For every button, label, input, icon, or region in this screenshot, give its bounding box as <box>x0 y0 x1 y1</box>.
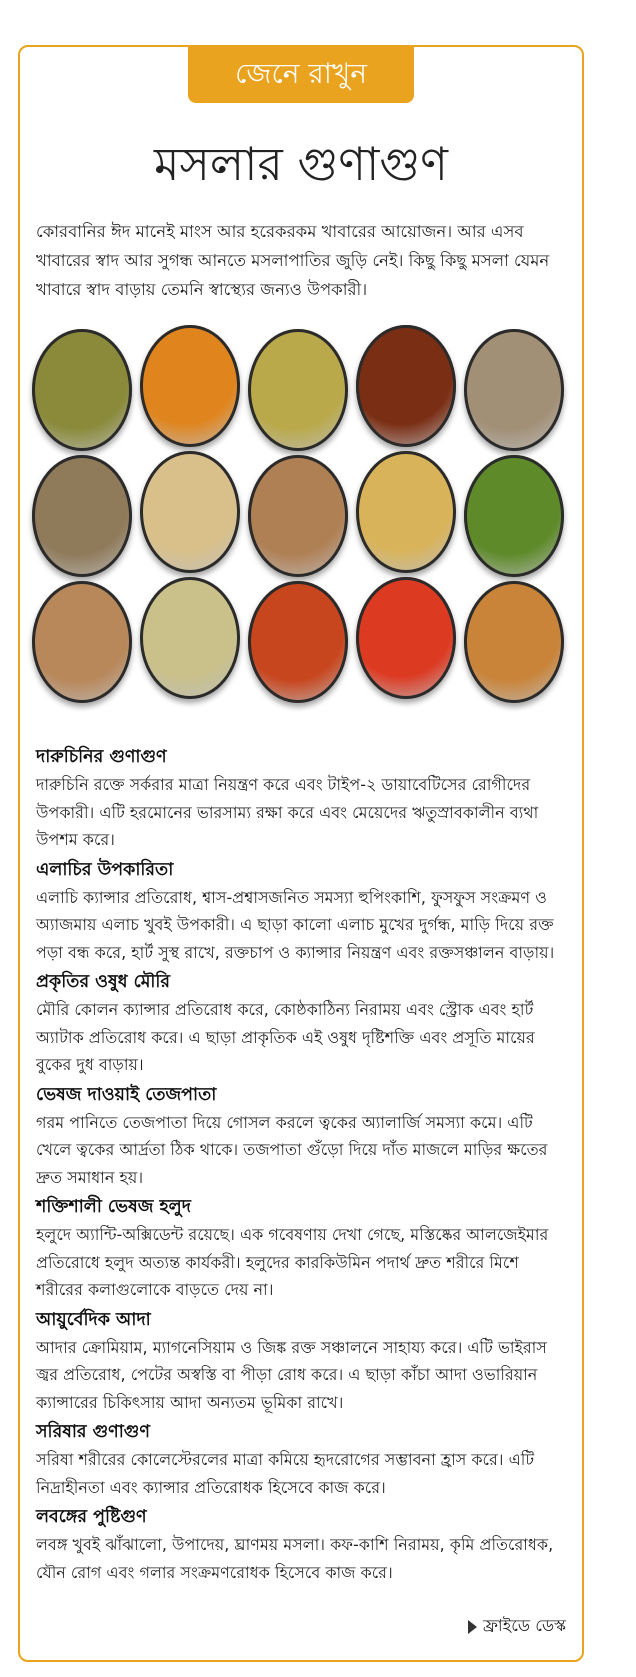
spice-bowl <box>464 329 564 451</box>
benefit-body: এলাচি ক্যান্সার প্রতিরোধ, শ্বাস-প্রশ্বাসজনিত সমস্যা হুপিংকাশি, ফুসফুস সংক্রমণ ও অ্যাজমায় এলাচ খুবই উপকারী। এ ছাড়া কালো এলাচ মুখের দুর্গন্ধ, মাড়ি দিয়ে রক্ত পড়া বন্ধ করে, হার্ট সুস্থ রাখে, রক্তচাপ ও ক্যান্সার নিয়ন্ত্রণ এবং রক্তসঞ্চালন বাড়ায়। <box>36 887 555 962</box>
benefit-body: দারুচিনি রক্তে সর্করার মাত্রা নিয়ন্ত্রণ করে এবং টাইপ-২ ডায়াবেটিসের রোগীদের উপকারী। এটি হরমোনের ভারসাম্য রক্ষা করে এবং মেয়েদের ঋতুস্রাবকালীন ব্যথা উপশম করে। <box>36 775 539 849</box>
spice-bowls-photo <box>32 325 572 720</box>
credit <box>468 1613 566 1640</box>
spice-benefits-list <box>36 743 566 1588</box>
bowl-rim <box>248 329 348 451</box>
benefit-section <box>36 1503 566 1586</box>
spice-bowl <box>464 455 564 577</box>
benefit-heading: প্রকৃতির ওষুধ মৌরি <box>36 972 171 992</box>
spice-bowl <box>140 577 240 699</box>
benefit-section <box>36 1081 566 1192</box>
spice-bowl <box>32 329 132 451</box>
article-title: মসলার গুণাগুণ <box>153 137 449 191</box>
benefit-body: সরিষা শরীরের কোলেস্টেরলের মাত্রা কমিয়ে হৃদরোগের সম্ভাবনা হ্রাস করে। এটি নিদ্রাহীনতা এবং ক্যান্সার প্রতিরোধক হিসেবে কাজ করে। <box>36 1450 535 1497</box>
benefit-section <box>36 1193 566 1304</box>
bowl-rim <box>464 455 564 577</box>
triangle-icon <box>468 1620 477 1634</box>
benefit-body: মৌরি কোলন ক্যান্সার প্রতিরোধ করে, কোষ্ঠকাঠিন্য নিরাময় এবং স্ট্রোক এবং হার্ট অ্যাটাক প্রতিরোধ করে। এ ছাড়া প্রাকৃতিক এই ওষুধ দৃষ্টিশক্তি এবং প্রসূতি মায়ের বুকের দুধ বাড়ায়। <box>36 1000 535 1074</box>
benefit-heading: এলাচির উপকারিতা <box>36 859 174 880</box>
section-tag-label: জেনে রাখুন <box>235 56 367 90</box>
spice-bowl <box>140 325 240 447</box>
spice-bowl <box>356 325 456 447</box>
benefit-heading: আয়ুর্বেদিক আদা <box>36 1309 151 1330</box>
benefit-heading: ভেষজ দাওয়াই তেজপাতা <box>36 1084 217 1105</box>
spice-bowl <box>32 455 132 577</box>
spice-bowl <box>464 581 564 703</box>
spice-bowl <box>356 577 456 699</box>
bowl-rim <box>140 325 240 447</box>
intro-paragraph: কোরবানির ঈদ মানেই মাংস আর হরেকরকম খাবারের আয়োজন। আর এসব খাবারের স্বাদ আর সুগন্ধ আনতে মসলাপাতির জুড়ি নেই। কিছু কিছু মসলা যেমন খাবারে স্বাদ বাড়ায় তেমনি স্বাস্থ্যের জন্যও উপকারী। <box>36 222 550 299</box>
bowl-rim <box>356 451 456 573</box>
bowl-rim <box>32 455 132 577</box>
bowl-rim <box>32 329 132 451</box>
bowl-rim <box>464 329 564 451</box>
benefit-body: গরম পানিতে তেজপাতা দিয়ে গোসল করলে ত্বকের অ্যালার্জি সমস্যা কমে। এটি খেলে ত্বকের আর্দ্রতা ঠিক থাকে। তজপাতা গুঁড়ো দিয়ে দাঁত মাজলে মাড়ির ক্ষতের দ্রুত সমাধান হয়। <box>36 1112 548 1187</box>
benefit-section <box>36 1418 566 1501</box>
spice-bowl <box>248 455 348 577</box>
section-tag <box>188 47 414 103</box>
spice-bowl <box>248 329 348 451</box>
benefit-body: হলুদে অ্যান্টি-অক্সিডেন্ট রয়েছে। এক গবেষণায় দেখা গেছে, মস্তিষ্কের আলজেইমার প্রতিরোধে হলুদ অত্যন্ত কার্যকরী। হলুদের কারকিউমিন পদার্থ দ্রুত শরীরে মিশে শরীরের কলাগুলোকে বাড়তে দেয় না। <box>36 1225 549 1299</box>
bowl-rim <box>140 451 240 573</box>
benefit-section <box>36 743 566 854</box>
bowl-rim <box>356 325 456 447</box>
benefit-heading: লবঙ্গের পুষ্টিগুণ <box>36 1507 147 1527</box>
benefit-heading: শক্তিশালী ভেষজ হলুদ <box>36 1197 191 1217</box>
benefit-body: আদার ক্রোমিয়াম, ম্যাগনেসিয়াম ও জিঙ্ক রক্ত সঞ্চালনে সাহায্য করে। এটি ভাইরাস জ্বর প্রতিরোধ, পেটের অস্বস্তি বা পীড়া রোধ করে। এ ছাড়া কাঁচা আদা ওভারিয়ান ক্যান্সারের চিকিৎসায় আদা অন্যতম ভূমিকা রাখে। <box>36 1337 547 1412</box>
bowl-rim <box>248 455 348 577</box>
benefit-heading: দারুচিনির গুণাগুণ <box>36 747 167 767</box>
bowl-rim <box>356 577 456 699</box>
benefit-section <box>36 1306 566 1417</box>
spice-bowl <box>248 581 348 703</box>
bowl-rim <box>464 581 564 703</box>
bowl-rim <box>32 581 132 703</box>
spice-bowl <box>356 451 456 573</box>
benefit-section <box>36 968 566 1079</box>
bowl-rim <box>248 581 348 703</box>
spice-bowl <box>32 581 132 703</box>
spice-bowl <box>140 451 240 573</box>
credit-label: ফ্রাইডে ডেস্ক <box>482 1616 566 1635</box>
benefit-section <box>36 856 566 967</box>
benefit-body: লবঙ্গ খুবই ঝাঁঝালো, উপাদেয়, ঘ্রাণময় মসলা। কফ-কাশি নিরাময়, কৃমি প্রতিরোধক, যৌন রোগ এবং গলার সংক্রমণরোধক হিসেবে কাজ করে। <box>36 1535 554 1582</box>
bowl-rim <box>140 577 240 699</box>
benefit-heading: সরিষার গুণাগুণ <box>36 1422 150 1442</box>
